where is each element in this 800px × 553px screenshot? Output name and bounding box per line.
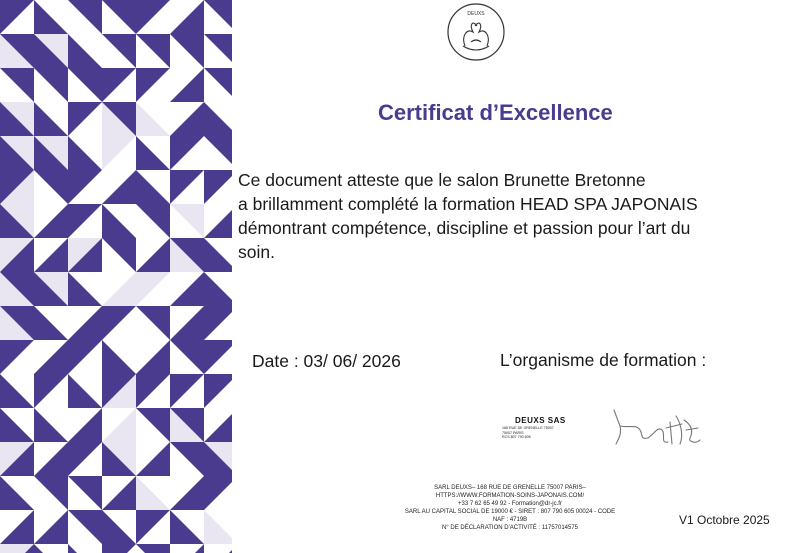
stamp-lines: [502, 426, 588, 440]
stamp-line: 75007 PARIS: [502, 430, 524, 435]
body-line: démontrant compétence, discipline et passion pour l’art du: [238, 218, 691, 238]
stamp-line: RCS 807 790 605: [502, 435, 531, 439]
certificate-body: [238, 168, 778, 264]
date-label: Date : 03/ 06/ 2026: [252, 351, 401, 371]
logo-text: DEUXS: [467, 11, 485, 17]
footer-line: HTTPS://WWW.FORMATION-SOINS-JAPONAIS.COM/: [435, 493, 585, 499]
body-line: Ce document atteste que le salon Brunette Bretonne: [238, 170, 646, 190]
stamp-line: 168 RUE DE GRENELLE 75007: [502, 426, 554, 430]
footer-line: SARL DEUXS– 168 RUE DE GRENELLE 75007 PARIS–: [434, 485, 586, 491]
certificate-title: Certificat d’Excellence: [378, 100, 613, 125]
footer-line: N° DE DÉCLARATION D'ACTIVITÉ : 11757014575: [441, 525, 579, 531]
geometric-pattern-border: [0, 0, 236, 553]
organization-label: L’organisme de formation :: [500, 350, 707, 370]
deuxs-logo: [443, 2, 509, 62]
footer-line: SARL AU CAPITAL SOCIAL DE 19000 € - SIRET : 807 790 605 00024 - CODE: [404, 509, 616, 515]
stamp-title: DEUXS SAS: [515, 416, 566, 425]
handwritten-signature: [610, 404, 706, 452]
body-line: a brillamment complété la formation HEAD SPA JAPONAIS: [238, 194, 698, 214]
version-label: V1 Octobre 2025: [679, 513, 770, 527]
swan-emblem-icon: [463, 23, 489, 50]
footer-legal: [360, 484, 660, 532]
footer-line: +33 7 62 65 49 92 - Formation@dr-jc.fr: [458, 501, 562, 507]
company-stamp: [500, 416, 590, 446]
body-line: soin.: [238, 242, 275, 262]
footer-line: NAF : 4719B: [492, 517, 528, 523]
